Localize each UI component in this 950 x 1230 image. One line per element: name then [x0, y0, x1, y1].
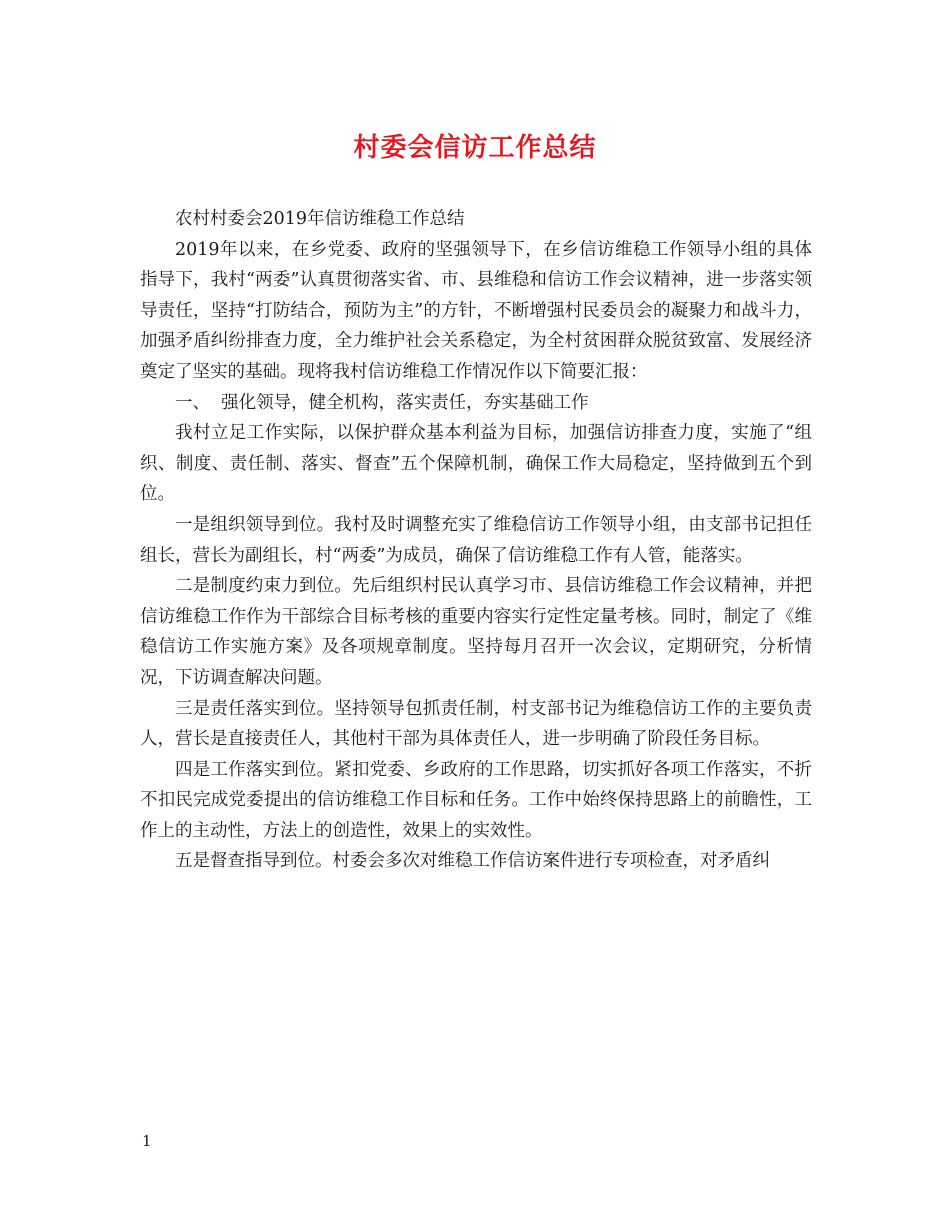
paragraph-item-1: 一是组织领导到位。我村及时调整充实了维稳信访工作领导小组，由支部书记担任组长，营长为副组长，村“两委”为成员，确保了信访维稳工作有人管，能落实。: [140, 514, 812, 566]
section-heading-1: 一、 强化领导，健全机构，落实责任，夯实基础工作: [175, 392, 589, 413]
paragraph-item-4: 四是工作落实到位。紧扣党委、乡政府的工作思路，切实抓好各项工作落实，不折不扣民完成党委提出的信访维稳工作目标和任务。工作中始终保持思路上的前瞻性，工作上的主动性，方法上的创造性，效果上的实效性。: [140, 759, 812, 841]
document-body: [140, 204, 812, 877]
page-number: 1: [142, 1132, 152, 1150]
paragraph-item-2: 二是制度约束力到位。先后组织村民认真学习市、县信访维稳工作会议精神，并把信访维稳工作作为干部综合目标考核的重要内容实行定性定量考核。同时，制定了《维稳信访工作实施方案》及各项规章制度。坚持每月召开一次会议，定期研究，分析情况，下访调查解决问题。: [140, 576, 812, 688]
paragraph-item-5: 五是督查指导到位。村委会多次对维稳工作信访案件进行专项检查，对矛盾纠: [175, 851, 770, 872]
paragraph-intro: 2019年以来，在乡党委、政府的坚强领导下，在乡信访维稳工作领导小组的具体指导下，我村“两委”认真贯彻落实省、市、县维稳和信访工作会议精神，进一步落实领导责任，坚持“打防结合，预防为主”的方针，不断增强村民委员会的凝聚力和战斗力，加强矛盾纠纷排查力度，全力维护社会关系稳定，为全村贫困群众脱贫致富、发展经济奠定了坚实的基础。现将我村信访维稳工作情况作以下简要汇报：: [140, 239, 812, 382]
paragraph-item-3: 三是责任落实到位。坚持领导包抓责任制，村支部书记为维稳信访工作的主要负责人，营长是直接责任人，其他村干部为具体责任人，进一步明确了阶段任务目标。: [140, 698, 812, 750]
document-title: 村委会信访工作总结: [353, 133, 597, 163]
paragraph-subtitle: 农村村委会2019年信访维稳工作总结: [175, 209, 465, 229]
paragraph-section-1: 我村立足工作实际，以保护群众基本利益为目标，加强信访排查力度，实施了“组织、制度、责任制、落实、督查”五个保障机制，确保工作大局稳定，坚持做到五个到位。: [140, 423, 812, 505]
